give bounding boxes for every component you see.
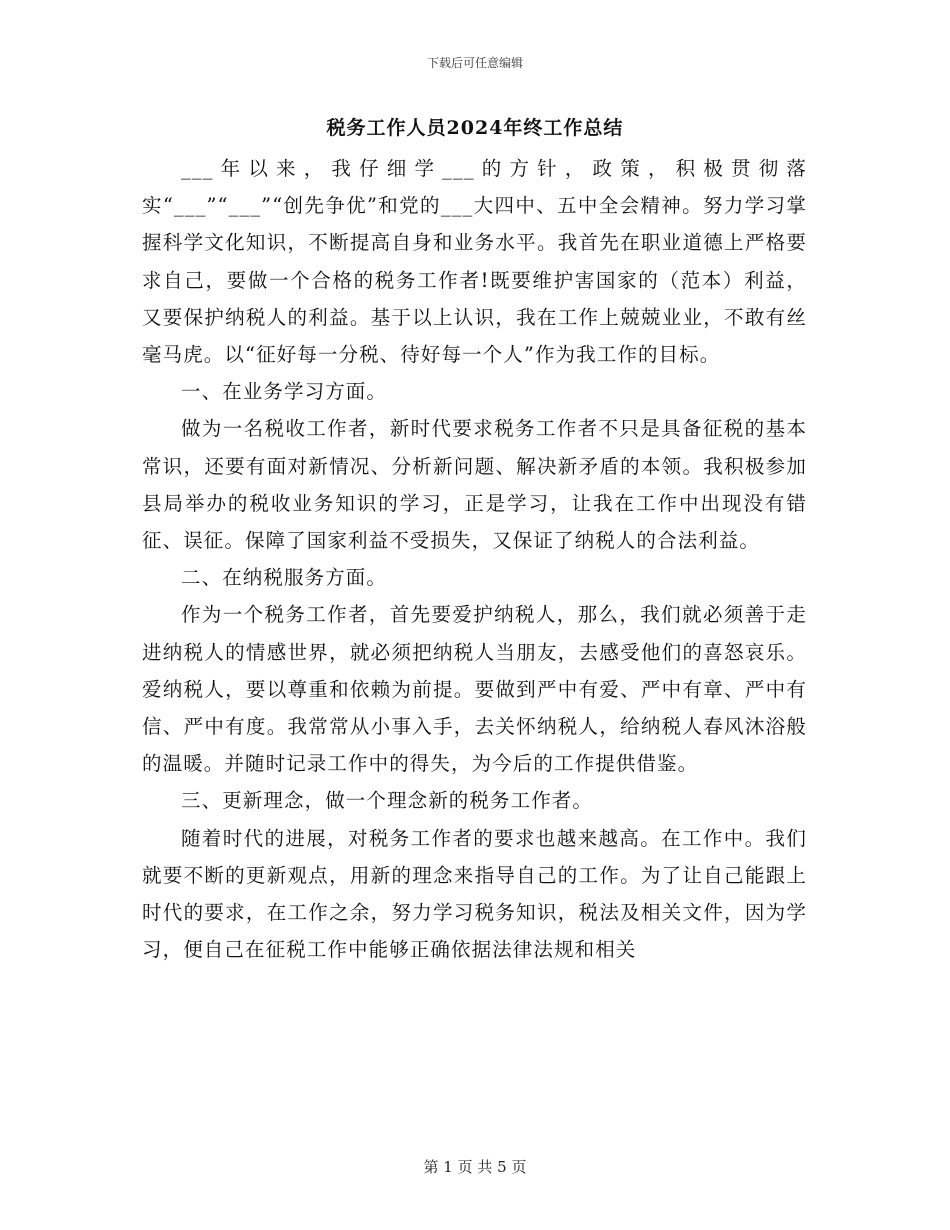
document-body (142, 150, 807, 968)
section-paragraph-1: 做为一名税收工作者，新时代要求税务工作者不只是具备征税的基本常识，还要有面对新情况、分析新问题、解决新矛盾的本领。我积极参加县局举办的税收业务知识的学习，正是学习，让我在工作中出现没有错征、误征。保障了国家利益不受损失，又保证了纳税人的合法利益。 (142, 417, 807, 553)
section-heading-1: 一、在业务学习方面。 (181, 380, 388, 404)
page-footer: 第 1 页 共 5 页 (423, 1158, 527, 1176)
section-paragraph-3: 随着时代的进展，对税务工作者的要求也越来越高。在工作中。我们就要不断的更新观点，用新的理念来指导自己的工作。为了让自己能跟上时代的要求，在工作之余，努力学习税务知识，税法及相关文件，因为学习，便自己在征税工作中能够正确依据法律法规和相关 (142, 826, 807, 962)
header-note: 下载后可任意编辑 (426, 56, 523, 70)
intro-paragraph: ___年以来，我仔细学___的方针，政策，积极贯彻落实“___”“___”“创先争优”和党的___大四中、五中全会精神。努力学习掌握科学文化知识，不断提高自身和业务水平。我首先在职业道德上严格要求自己，要做一个合格的税务工作者!既要维护害国家的（范本）利益，又要保护纳税人的利益。基于以上认识，我在工作上兢兢业业，不敢有丝毫马虎。以“征好每一分税、待好每一个人”作为我工作的目标。 (142, 157, 807, 367)
section-paragraph-2: 作为一个税务工作者，首先要爱护纳税人，那么，我们就必须善于走进纳税人的情感世界，就必须把纳税人当朋友，去感受他们的喜怒哀乐。爱纳税人，要以尊重和依赖为前提。要做到严中有爱、严中有章、严中有信、严中有度。我常常从小事入手，去关怀纳税人，给纳税人春风沐浴般的温暖。并随时记录工作中的得失，为今后的工作提供借鉴。 (142, 603, 807, 776)
section-heading-3: 三、更新理念，做一个理念新的税务工作者。 (181, 789, 594, 813)
section-heading-2: 二、在纳税服务方面。 (181, 566, 388, 590)
document-title: 税务工作人员2024年终工作总结 (326, 117, 624, 139)
